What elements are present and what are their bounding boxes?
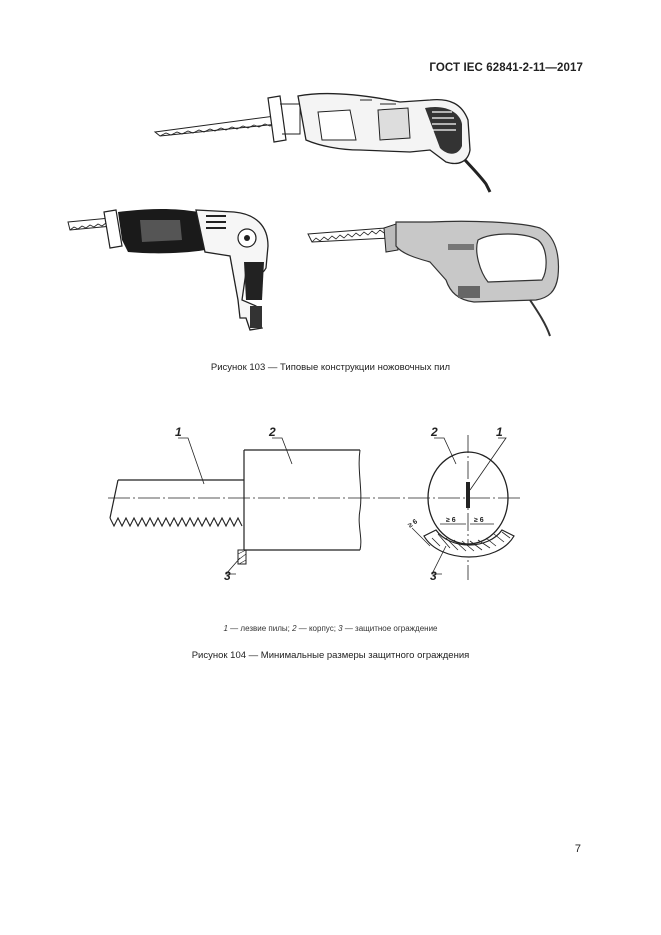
- document-header: ГОСТ IEC 62841-2-11—2017: [429, 62, 583, 74]
- legend-text-2: — корпус;: [296, 624, 339, 633]
- legend-num-3: 3: [338, 624, 343, 633]
- figure-103-illustrations: [0, 0, 661, 360]
- page-number: 7: [574, 843, 581, 855]
- callout-blade-right: 1: [496, 425, 503, 439]
- callout-body-right: 2: [431, 425, 438, 439]
- callout-blade-left: 1: [175, 425, 182, 439]
- figure-104-legend: [0, 624, 661, 633]
- legend-num-1: 1: [223, 624, 228, 633]
- callout-guard-right: 3: [430, 569, 437, 583]
- dim-right: ≥ 6: [474, 517, 484, 524]
- legend-num-2: 2: [292, 624, 297, 633]
- figure-104-diagram: [0, 420, 661, 620]
- end-view: [412, 435, 514, 580]
- saw-left-illustration: [68, 209, 268, 330]
- saw-top-illustration: [155, 94, 490, 192]
- figure-103-caption: Рисунок 103 — Типовые конструкции ножовочных пил: [210, 362, 451, 373]
- legend-text-3: — защитное ограждение: [342, 624, 438, 633]
- saw-body-side-view: [244, 450, 361, 550]
- saw-blade-side-view: [110, 480, 244, 526]
- callout-guard-left: 3: [224, 569, 231, 583]
- dim-left: ≥ 6: [446, 517, 456, 524]
- legend-text-1: — лезвие пилы;: [227, 624, 293, 633]
- dim-diagonal: ≥ 6: [407, 518, 419, 530]
- saw-right-illustration: [308, 221, 558, 336]
- callout-body-left: 2: [269, 425, 276, 439]
- figure-104-caption: Рисунок 104 — Минимальные размеры защитного ограждения: [191, 650, 470, 661]
